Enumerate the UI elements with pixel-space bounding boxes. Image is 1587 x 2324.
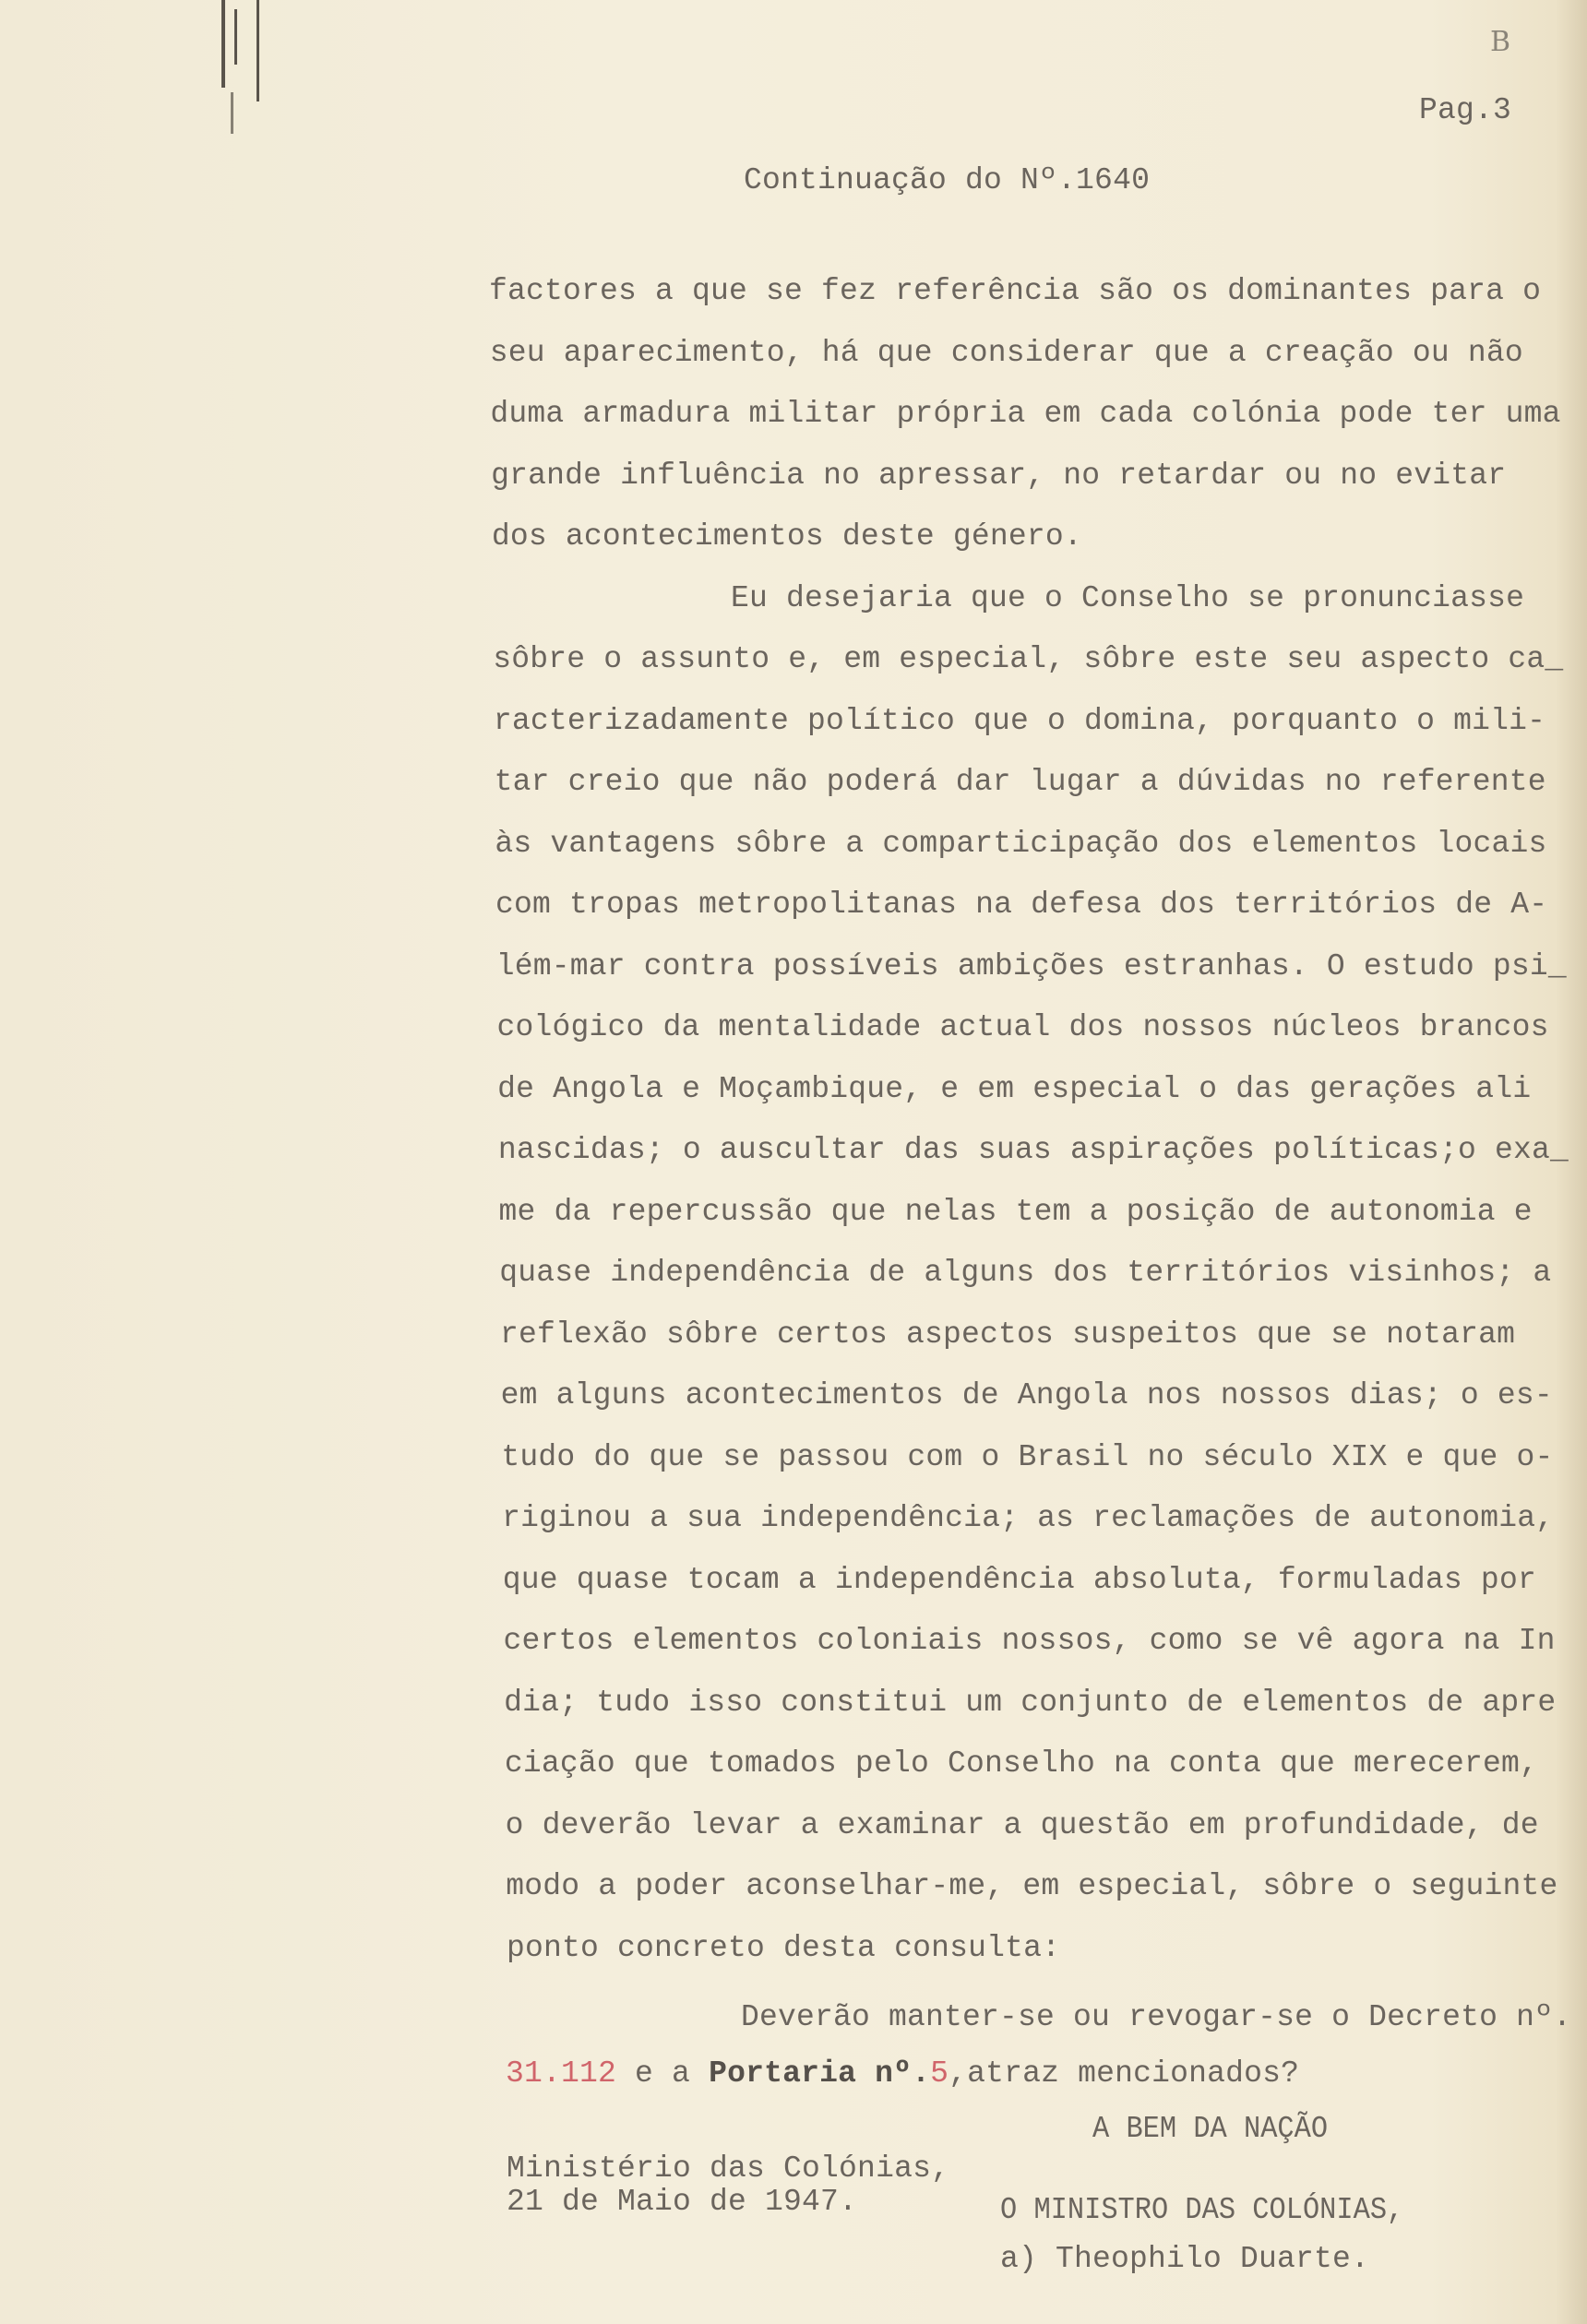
body-line: certos elementos coloniais nossos, como se vê agora na In xyxy=(503,1624,1556,1658)
body-line: ponto concreto desta consulta: xyxy=(507,1930,1061,1965)
body-line: de Angola e Moçambique, e em especial o das gerações ali xyxy=(497,1071,1532,1106)
body-line: racterizadamente político que o domina, porquanto o mili- xyxy=(493,703,1546,738)
body-line: grande influência no apressar, no retardar ou no evitar xyxy=(491,458,1507,493)
portaria-number: 5 xyxy=(930,2056,949,2091)
binding-mark xyxy=(234,9,237,65)
body-line: seu aparecimento, há que considerar que a creação ou não xyxy=(489,335,1523,370)
body-line: com tropas metropolitanas na defesa dos territórios de A- xyxy=(495,888,1548,922)
body-line: dia; tudo isso constitui um conjunto de elementos de apre xyxy=(504,1685,1557,1720)
signer-title: O MINISTRO DAS COLÓNIAS, xyxy=(1000,2193,1404,2227)
body-line: que quase tocam a independência absoluta, formuladas por xyxy=(502,1562,1536,1597)
body-line: reflexão sôbre certos aspectos suspeitos que se notaram xyxy=(499,1317,1516,1352)
body-line: riginou a sua independência; as reclamações de autonomia, xyxy=(502,1501,1555,1535)
binding-mark xyxy=(221,0,225,88)
handwritten-mark: B xyxy=(1490,26,1511,58)
question-line-1: Deverão manter-se ou revogar-se o Decreto nº. xyxy=(741,2000,1572,2034)
page-number: Pag.3 xyxy=(1419,93,1512,127)
body-line: duma armadura militar própria em cada colónia pode ter uma xyxy=(490,397,1561,431)
signature: a) Theophilo Duarte. xyxy=(1000,2242,1370,2276)
body-line: às vantagens sôbre a comparticipação dos elementos locais xyxy=(495,826,1547,861)
body-line: factores a que se fez referência são os dominantes para o xyxy=(489,274,1542,308)
body-line: cológico da mentalidade actual dos nossos núcleos brancos xyxy=(496,1010,1549,1044)
body-line: sôbre o assunto e, em especial, sôbre este seu aspecto ca_ xyxy=(493,642,1564,676)
body-line: ciação que tomados pelo Conselho na conta que merecerem, xyxy=(504,1746,1539,1781)
question-end: ,atraz mencionados? xyxy=(949,2056,1300,2091)
body-line: o deverão levar a examinar a questão em profundidade, de xyxy=(505,1807,1539,1842)
body-line: em alguns acontecimentos de Angola nos nossos dias; o es- xyxy=(500,1378,1553,1412)
body-line: me da repercussão que nelas tem a posição de autonomia e xyxy=(498,1194,1533,1229)
decree-number: 31.112 xyxy=(506,2056,617,2091)
body-line: lém-mar contra possíveis ambições estranhas. O estudo psi_ xyxy=(495,948,1567,983)
body-line: quase independência de alguns dos territórios visinhos; a xyxy=(499,1256,1552,1290)
salutation: A BEM DA NAÇÃO xyxy=(1092,2112,1329,2146)
binding-mark xyxy=(257,0,259,101)
date: 21 de Maio de 1947. xyxy=(507,2185,858,2219)
portaria-label: Portaria nº. xyxy=(709,2056,931,2091)
question-line-2 xyxy=(506,2056,1299,2092)
place: Ministério das Colónias, xyxy=(507,2151,950,2186)
body-line: tudo do que se passou com o Brasil no século XIX e que o- xyxy=(501,1439,1554,1474)
body-line: tar creio que não poderá dar lugar a dúvidas no referente xyxy=(494,765,1546,799)
binding-mark xyxy=(231,92,233,134)
body-line: Eu desejaria que o Conselho se pronunciasse xyxy=(731,580,1525,615)
body-line: nascidas; o auscultar das suas aspirações políticas;o exa_ xyxy=(497,1133,1569,1167)
body-line: dos acontecimentos deste género. xyxy=(491,519,1082,554)
continuation-title: Continuação do Nº.1640 xyxy=(744,163,1151,197)
connector: e a xyxy=(616,2056,710,2091)
body-line: modo a poder aconselhar-me, em especial, sôbre o seguinte xyxy=(506,1869,1558,1903)
